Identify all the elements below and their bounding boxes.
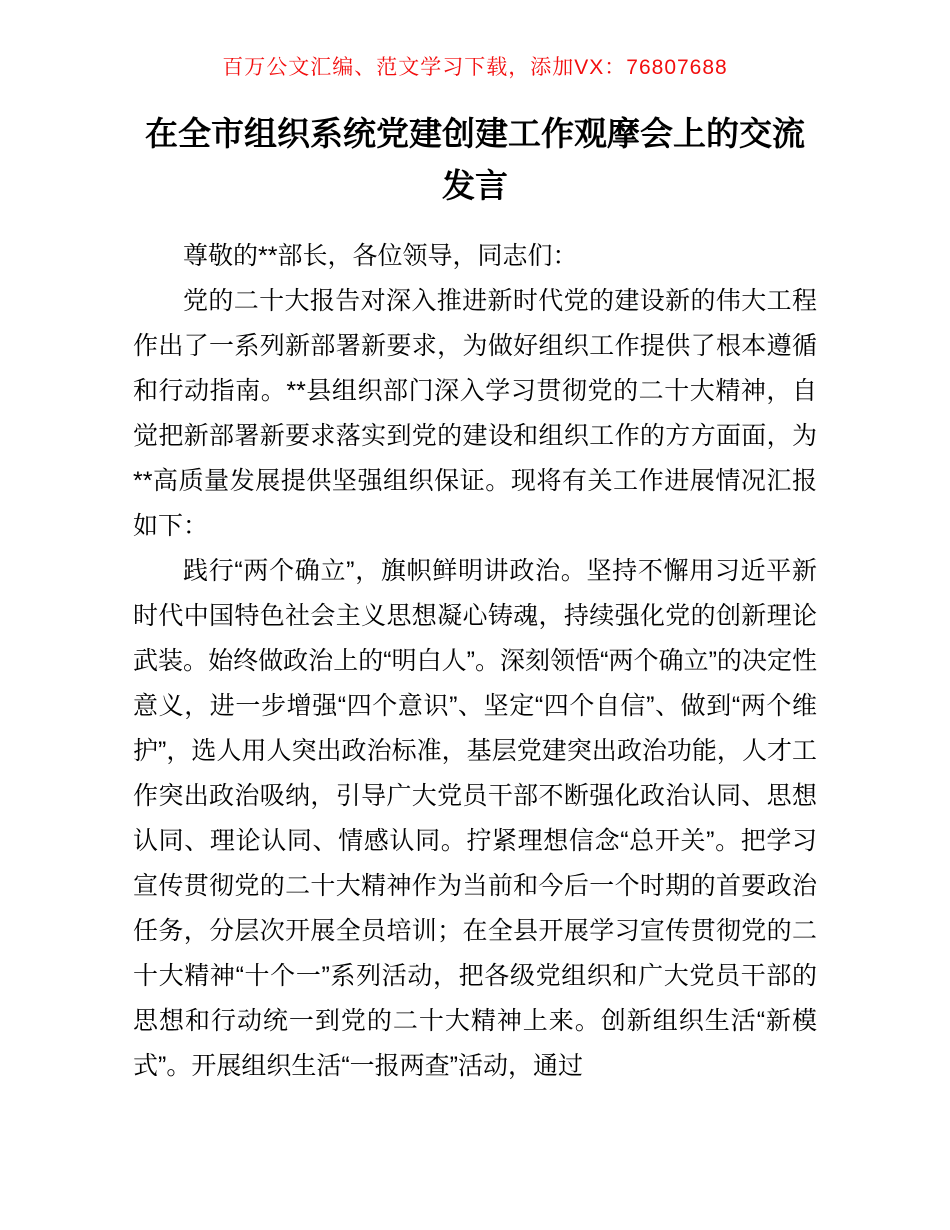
- promo-header-notice: 百万公文汇编、范文学习下载，添加VX：76807688: [222, 56, 728, 79]
- paragraph-greeting: 尊敬的**部长，各位领导，同志们：: [183, 242, 578, 271]
- document-title: 在全市组织系统党建创建工作观摩会上的交流发言: [145, 115, 805, 204]
- paragraph-main: 践行“两个确立”，旗帜鲜明讲政治。坚持不懈用习近平新时代中国特色社会主义思想凝心铸魂，持续强化党的创新理论武装。始终做政治上的“明白人”。深刻领悟“两个确立”的决定性意义，进一步增强“四个意识”、坚定“四个自信”、做到“两个维护”，选人用人突出政治标准，基层党建突出政治功能，人才工作突出政治吸纳，引导广大党员干部不断强化政治认同、思想认同、理论认同、情感认同。拧紧理想信念“总开关”。把学习宣传贯彻党的二十大精神作为当前和今后一个时期的首要政治任务，分层次开展全员培训；在全县开展学习宣传贯彻党的二十大精神“十个一”系列活动，把各级党组织和广大党员干部的思想和行动统一到党的二十大精神上来。创新组织生活“新模式”。开展组织生活“一报两查”活动，通过: [133, 557, 817, 1081]
- document-body: [133, 234, 817, 1089]
- paragraph-intro: 党的二十大报告对深入推进新时代党的建设新的伟大工程作出了一系列新部署新要求，为做好组织工作提供了根本遵循和行动指南。**县组织部门深入学习贯彻党的二十大精神，自觉把新部署新要求落实到党的建设和组织工作的方方面面，为**高质量发展提供坚强组织保证。现将有关工作进展情况汇报如下：: [133, 287, 817, 541]
